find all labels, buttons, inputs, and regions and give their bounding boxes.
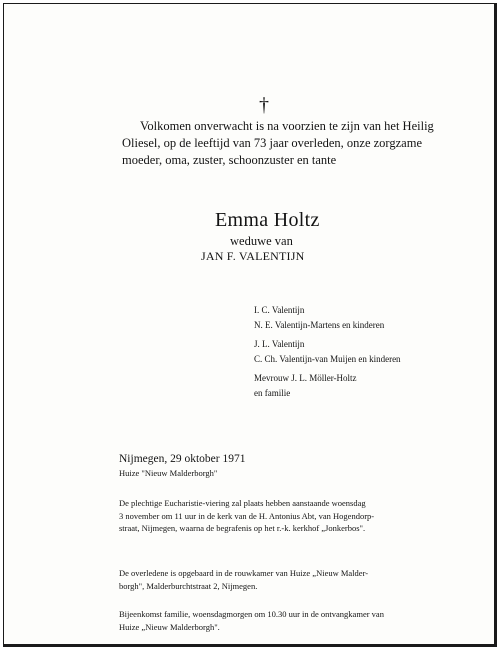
gathering-notice: [119, 608, 384, 633]
notice-line: De overledene is opgebaard in de rouwkamer van Huize „Nieuw Malder-: [119, 568, 369, 578]
residence: Huize "Nieuw Malderborgh": [119, 468, 218, 478]
intro-line: moeder, oma, zuster, schoonzuster en tante: [122, 153, 337, 167]
family-member: C. Ch. Valentijn-van Muijen en kinderen: [254, 354, 401, 364]
family-member: Mevrouw J. L. Möller-Holtz: [254, 373, 357, 383]
family-member: en familie: [254, 388, 291, 398]
family-member: J. L. Valentijn: [254, 339, 305, 349]
husband-name: JAN F. VALENTIJN: [201, 249, 305, 263]
notice-line: borgh", Malderburchtstraat 2, Nijmegen.: [119, 580, 258, 591]
memorial-card: [3, 3, 497, 647]
notice-line: straat, Nijmegen, waarna de begrafenis op het r.-k. kerkhof „Jonkerbos".: [119, 523, 366, 533]
widow-of-label: weduwe van: [230, 234, 293, 248]
intro-text: [122, 118, 434, 169]
family-member: I. C. Valentijn: [254, 305, 305, 315]
notice-line: Huize „Nieuw Malderborgh".: [119, 621, 220, 632]
notice-line: Bijeenkomst familie, woensdagmorgen om 10.30 uur in de ontvangkamer van: [119, 609, 384, 619]
cross-icon: †: [259, 94, 269, 116]
family-member: N. E. Valentijn-Martens en kinderen: [254, 320, 385, 330]
funeral-notice: [119, 497, 374, 535]
deceased-name: Emma Holtz: [215, 209, 320, 231]
notice-line: 3 november om 11 uur in de kerk van de H. Antonius Abt, van Hogendorp-: [119, 510, 375, 521]
notice-line: De plechtige Eucharistie-viering zal plaats hebben aanstaande woensdag: [119, 498, 366, 508]
intro-line: Volkomen onverwacht is na voorzien te zijn van het Heilig: [140, 119, 434, 133]
viewing-notice: [119, 567, 368, 592]
intro-line: Oliesel, op de leeftijd van 73 jaar overleden, onze zorgzame: [122, 136, 422, 150]
place-date: Nijmegen, 29 oktober 1971: [119, 453, 246, 465]
